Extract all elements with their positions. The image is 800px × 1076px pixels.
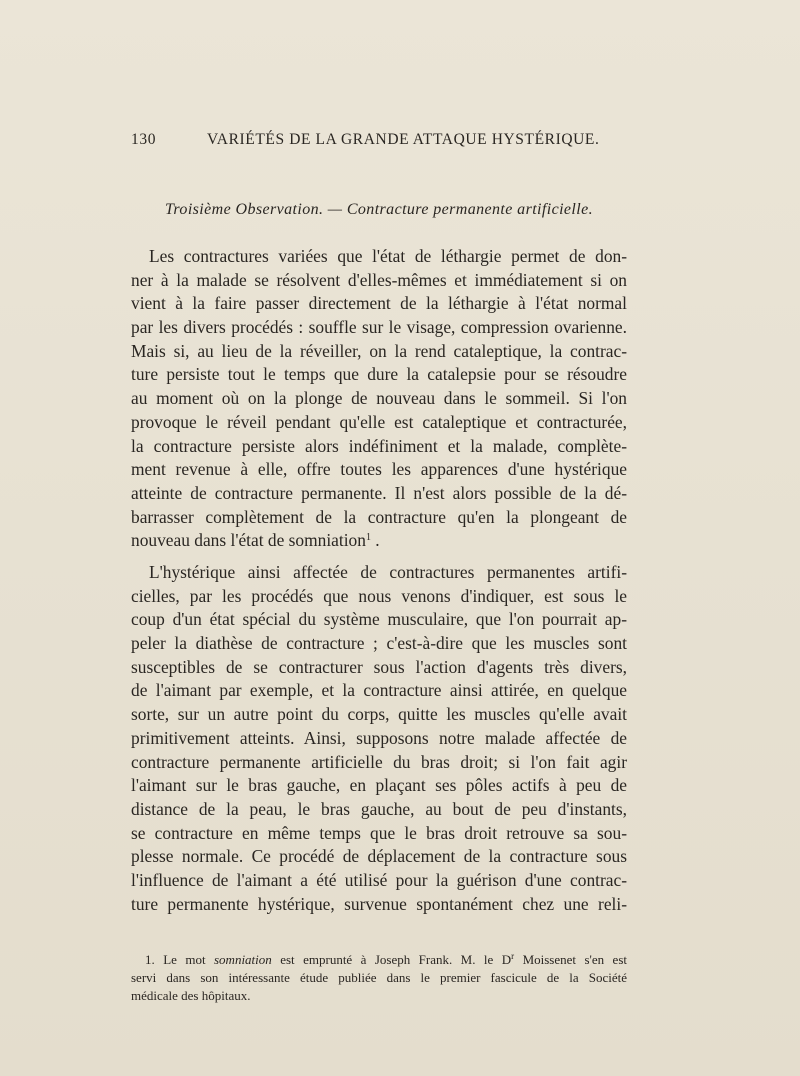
- text-line: barrasser complètement de la contracture qu'en la plongeant de: [131, 506, 627, 527]
- text-line: coup d'un état spécial du système musculaire, que l'on pourrait ap-: [131, 609, 627, 630]
- text-line: ture permanente hystérique, survenue spontanément chez une reli-: [131, 893, 627, 914]
- text-line-last: [131, 529, 627, 553]
- footnote-text: est emprunté à Joseph Frank. M. le D: [271, 952, 512, 967]
- text-line: l'influence de l'aimant a été utilisé pour la guérison d'une contrac-: [131, 869, 627, 890]
- text-line: ture persiste tout le temps que dure la catalepsie pour se résoudre: [131, 364, 627, 385]
- footnote-reference[interactable]: 1: [365, 532, 371, 544]
- text-line: vient à la faire passer directement de la léthargie à l'état normal: [131, 293, 627, 314]
- text-line: cielles, par les procédés que nous venons d'indiquer, est sous le: [131, 585, 627, 606]
- text-line: plesse normale. Ce procédé de déplacement de la contracture sous: [131, 846, 627, 867]
- text-line: provoque le réveil pendant qu'elle est cataleptique et contracturée,: [131, 411, 627, 432]
- text-line: la contracture persiste alors indéfiniment et la malade, complète-: [131, 435, 627, 456]
- text-line: par les divers procédés : souffle sur le visage, compression ovarienne.: [131, 317, 627, 338]
- footnote-line: servi dans son intéressante étude publiée dans le premier fascicule de la Société: [131, 970, 627, 985]
- text-line: sorte, sur un autre point du corps, quitte les muscles qu'elle avait: [131, 704, 627, 725]
- footnote-superscript: r: [511, 951, 515, 961]
- text-line: L'hystérique ainsi affectée de contractures permanentes artifi-: [149, 562, 627, 582]
- paragraph-1: [131, 245, 627, 553]
- footnote-text: Moissenet s'en est: [514, 952, 627, 967]
- section-title: Troisième Observation. — Contracture permanente artificielle.: [164, 201, 594, 218]
- footnote-term: somniation: [214, 952, 272, 967]
- footnote-number: 1.: [145, 952, 155, 967]
- page-number: 130: [131, 131, 157, 148]
- footnote: [131, 951, 627, 1005]
- text-line: se contracture en même temps que le bras droit retrouve sa sou-: [131, 822, 627, 843]
- paragraph-2: [131, 561, 627, 916]
- text-line-content: nouveau dans l'état de somniation: [131, 530, 366, 551]
- running-title: VARIÉTÉS DE LA GRANDE ATTAQUE HYSTÉRIQUE.: [207, 131, 600, 148]
- text-line: contracture permanente artificielle du bras droit; si l'on fait agir: [131, 751, 627, 772]
- footnote-text: Le mot: [163, 952, 214, 967]
- text-line: atteinte de contracture permanente. Il n'est alors possible de la dé-: [131, 482, 627, 503]
- text-line: l'aimant sur le bras gauche, en plaçant ses pôles actifs à peu de: [131, 775, 627, 796]
- text-line: au moment où on la plonge de nouveau dans le sommeil. Si l'on: [131, 388, 627, 409]
- text-line: susceptibles de se contracturer sous l'action d'agents très divers,: [131, 656, 627, 677]
- text-line: peler la diathèse de contracture ; c'est-à-dire que les muscles sont: [131, 633, 627, 654]
- text-line: Mais si, au lieu de la réveiller, on la rend cataleptique, la contrac-: [131, 340, 627, 361]
- text-line: ner à la malade se résolvent d'elles-mêmes et immédiatement si on: [131, 269, 627, 290]
- footnote-line: [131, 951, 627, 969]
- text-line-end: .: [370, 530, 380, 551]
- text-line: primitivement atteints. Ainsi, supposons notre malade affectée de: [131, 727, 627, 748]
- text-line: de l'aimant par exemple, et la contracture ainsi attirée, en quelque: [131, 680, 627, 701]
- text-line: distance de la peau, le bras gauche, au bout de peu d'instants,: [131, 798, 627, 819]
- footnote-line: médicale des hôpitaux.: [131, 988, 251, 1003]
- text-line: ment revenue à elle, offre toutes les apparences d'une hystérique: [131, 459, 627, 480]
- text-line: Les contractures variées que l'état de léthargie permet de don-: [149, 246, 627, 266]
